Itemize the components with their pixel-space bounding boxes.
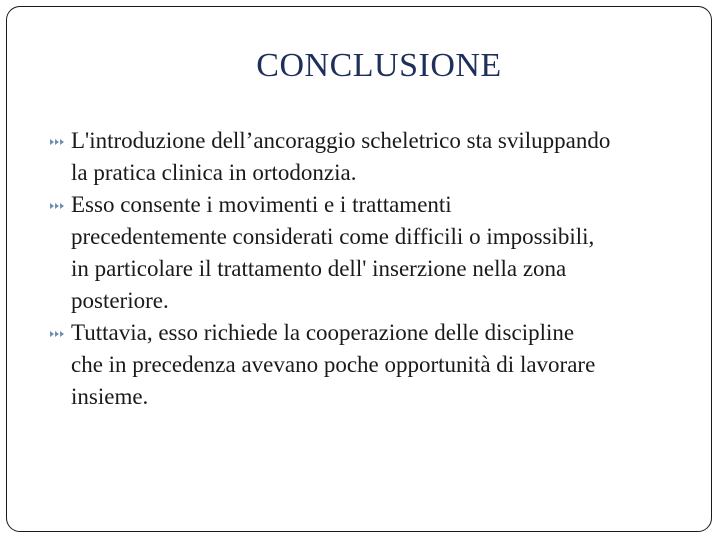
- arrow-bullet-icon: [49, 329, 67, 339]
- bullet-list: [51, 125, 611, 413]
- slide-frame: [6, 6, 712, 532]
- slide-title: CONCLUSIONE: [256, 47, 502, 84]
- arrow-bullet-icon: [49, 201, 67, 211]
- bullet-text: Esso consente i movimenti e i trattamenti precedentemente considerati come difficili o impossibili, in particolare il trattamento dell' inserzione nella zona posteriore.: [71, 192, 595, 313]
- bullet-item: [51, 317, 611, 413]
- bullet-text: Tuttavia, esso richiede la cooperazione delle discipline che in precedenza avevano poche opportunità di lavorare insieme.: [71, 320, 596, 409]
- bullet-text: L'introduzione dell’ancoraggio scheletrico sta sviluppando la pratica clinica in ortodonzia.: [71, 128, 611, 185]
- bullet-item: [51, 125, 611, 189]
- bullet-item: [51, 189, 611, 317]
- arrow-bullet-icon: [49, 137, 67, 147]
